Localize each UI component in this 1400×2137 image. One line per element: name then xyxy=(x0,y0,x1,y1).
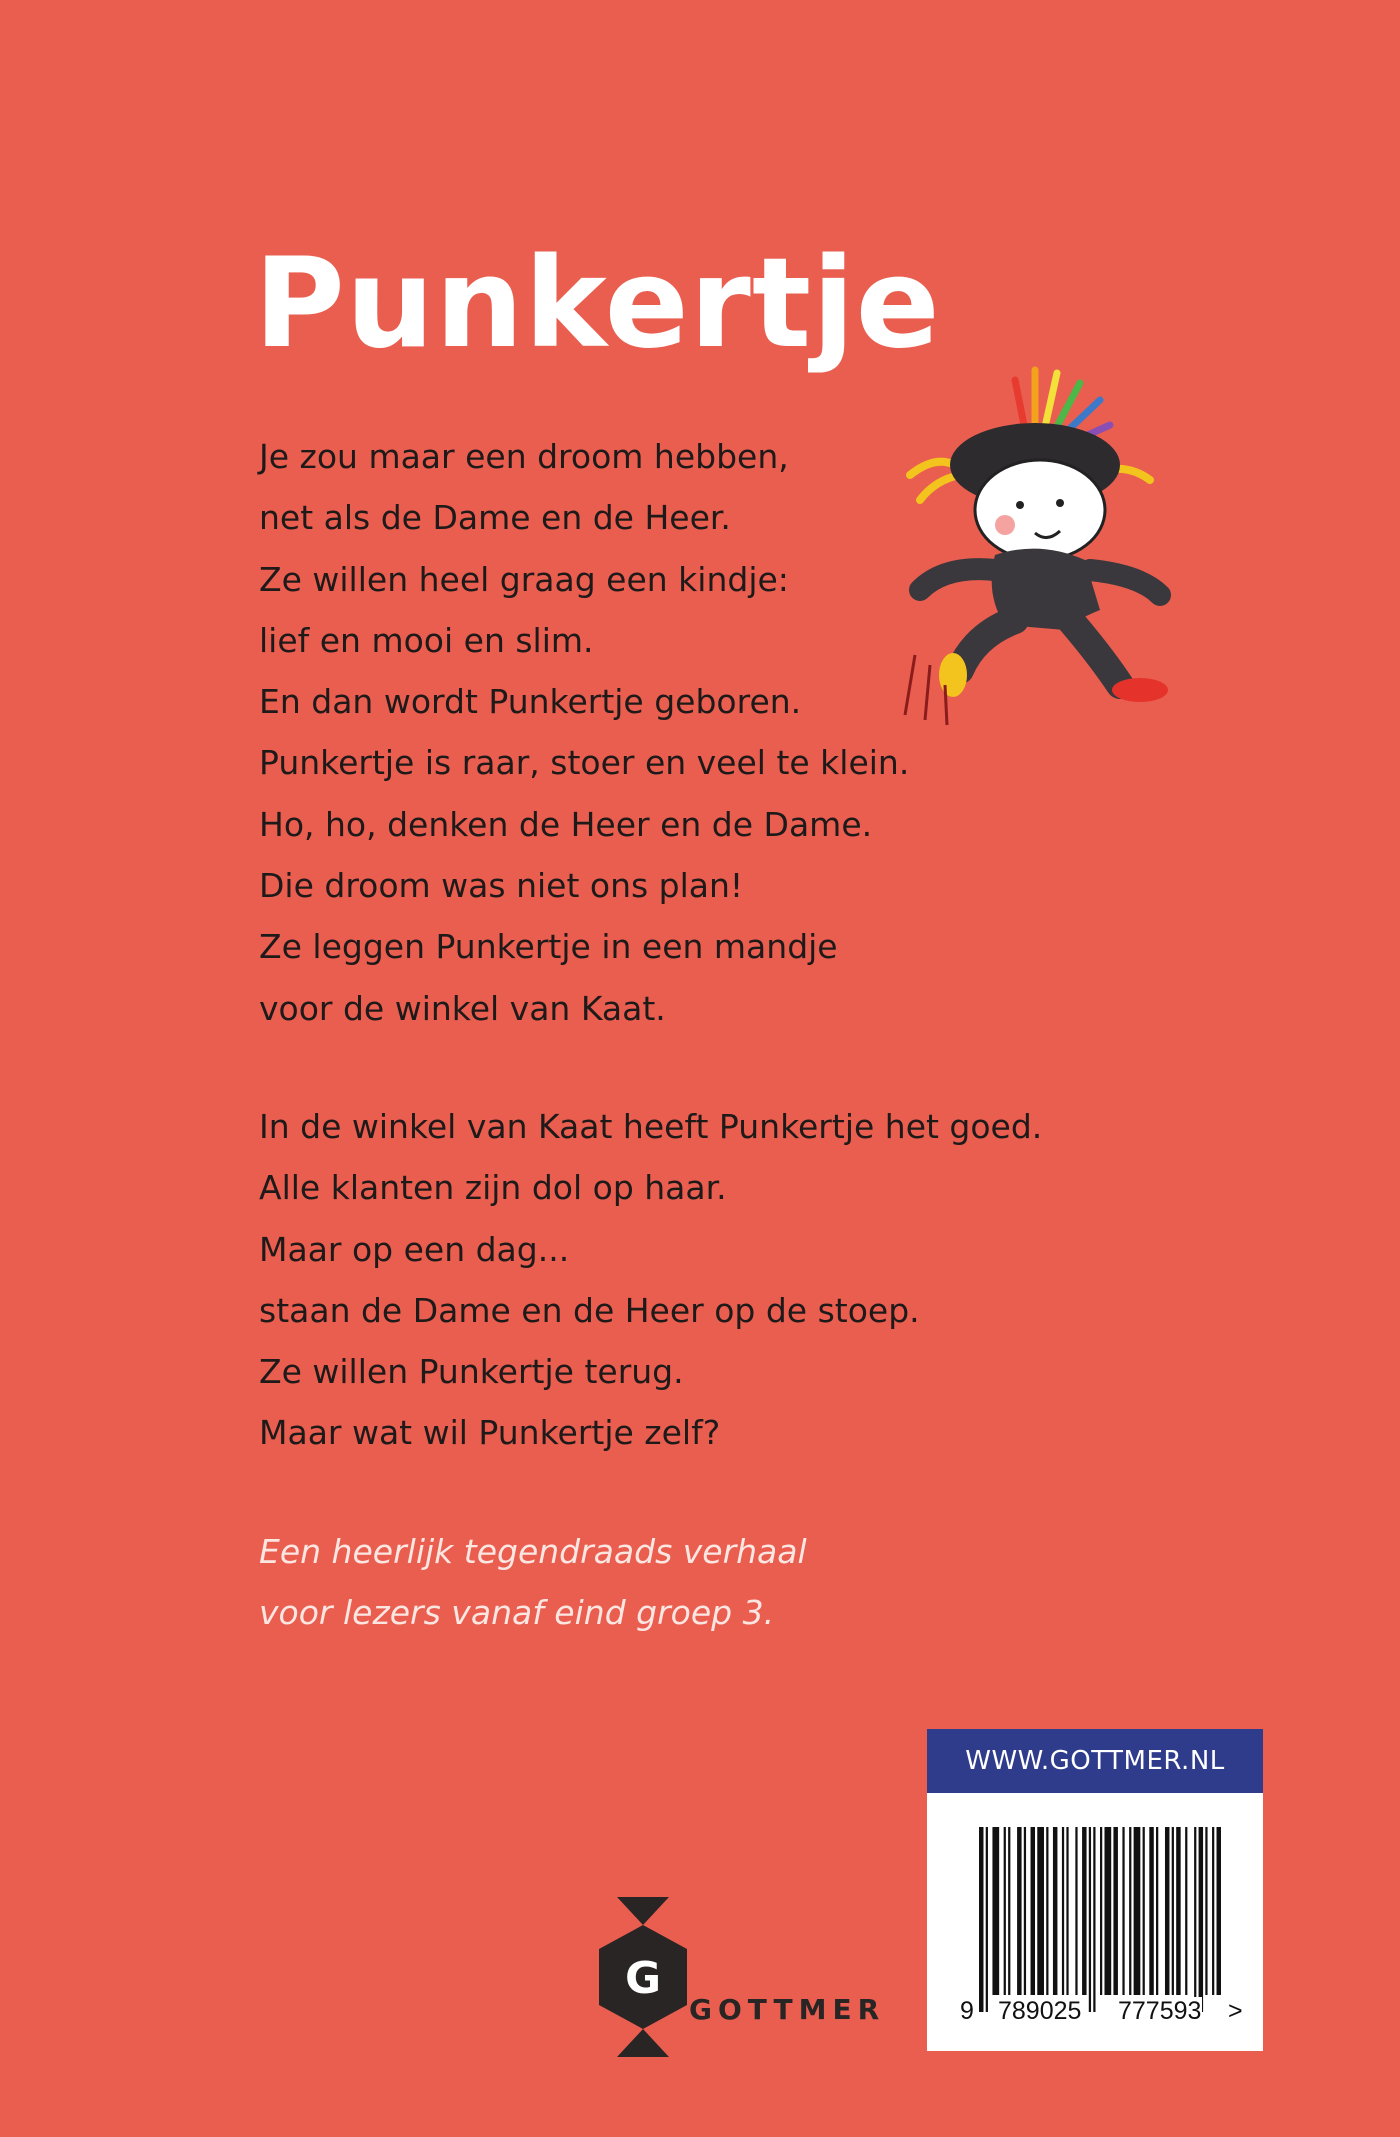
barcode-bar xyxy=(1062,1827,1064,1995)
punk-child-illustration xyxy=(875,355,1215,730)
barcode-bar xyxy=(1134,1827,1141,1995)
isbn-right-digits: 777593 xyxy=(1118,1997,1202,2025)
barcode-bar xyxy=(1143,1827,1145,1995)
barcode-bar xyxy=(1031,1827,1035,1995)
tagline-line: Een heerlijk tegendraads verhaal xyxy=(259,1532,807,1571)
isbn-first-digit: 9 xyxy=(960,1997,974,2025)
blurb-line: In de winkel van Kaat heeft Punkertje het goed. xyxy=(259,1107,1043,1146)
barcode-bar xyxy=(1004,1827,1006,1995)
barcode-bar xyxy=(1046,1827,1048,1995)
barcode-bar xyxy=(1176,1827,1180,1995)
barcode-bar xyxy=(1093,1827,1095,2012)
barcode-bar xyxy=(1129,1827,1131,1995)
blurb-line: staan de Dame en de Heer op de stoep. xyxy=(259,1290,920,1330)
barcode-bar xyxy=(1104,1827,1111,1995)
blurb-paragraph-2 xyxy=(259,1096,1042,1464)
barcode-bar xyxy=(1172,1827,1174,1995)
blurb-line: Ze willen Punkertje terug. xyxy=(259,1352,684,1392)
barcode-bar xyxy=(1024,1827,1026,1995)
barcode-bar xyxy=(1100,1827,1102,1995)
barcode-bar xyxy=(1217,1827,1221,1995)
publisher-name: GOTTMER xyxy=(689,1993,886,2026)
barcode-bar xyxy=(1066,1827,1068,1995)
blurb-line: Punkertje is raar, stoer en veel te klein. xyxy=(259,743,910,783)
barcode-bar xyxy=(979,1827,983,2012)
barcode-bar xyxy=(1156,1827,1158,1995)
barcode-bar xyxy=(992,1827,999,1995)
barcode-bar xyxy=(1165,1827,1169,1995)
barcode-bar xyxy=(1082,1827,1086,1995)
blurb-line: Ze willen heel graag een kindje: xyxy=(259,559,789,599)
barcode-bar xyxy=(1194,1827,1196,2012)
publisher-website: WWW.GOTTMER.NL xyxy=(927,1729,1263,1793)
tagline-line: voor lezers vanaf eind groep 3. xyxy=(259,1593,775,1633)
blurb-line: En dan wordt Punkertje geboren. xyxy=(259,682,802,722)
gottmer-logo-icon xyxy=(597,1897,689,2057)
blurb-line: Ze leggen Punkertje in een mandje xyxy=(259,927,838,967)
barcode-arrow: > xyxy=(1228,1997,1243,2025)
barcode-bar xyxy=(986,1827,988,2012)
blurb-line: lief en mooi en slim. xyxy=(259,620,594,660)
barcode-bar xyxy=(1053,1827,1057,1995)
barcode-bar xyxy=(1113,1827,1117,1995)
blurb-line: Je zou maar een droom hebben, xyxy=(259,437,789,476)
blurb-line: Ho, ho, denken de Heer en de Dame. xyxy=(259,804,873,844)
barcode-bars xyxy=(979,1827,1221,2012)
blurb-line: Die droom was niet ons plan! xyxy=(259,866,744,906)
barcode-bar xyxy=(1075,1827,1077,1995)
barcode-bar xyxy=(1149,1827,1153,1995)
isbn-left-digits: 789025 xyxy=(998,1997,1082,2025)
barcode-bar xyxy=(1122,1827,1124,1995)
barcode-bar xyxy=(1205,1827,1207,1995)
logo-letter: G xyxy=(624,1953,662,2004)
blurb-line: Maar op een dag... xyxy=(259,1229,570,1269)
tagline xyxy=(259,1521,807,1644)
blurb-line: Alle klanten zijn dol op haar. xyxy=(259,1168,727,1208)
barcode-bar xyxy=(1017,1827,1021,1995)
blurb-line: net als de Dame en de Heer. xyxy=(259,498,731,538)
barcode-box xyxy=(927,1729,1263,2051)
barcode-bar xyxy=(1008,1827,1010,1995)
blurb-line: voor de winkel van Kaat. xyxy=(259,988,666,1028)
blurb-line: Maar wat wil Punkertje zelf? xyxy=(259,1413,721,1453)
barcode-bar xyxy=(1089,1827,1091,2012)
barcode-bar xyxy=(1212,1827,1214,1995)
blurb-paragraph-1 xyxy=(259,426,909,1039)
barcode-bar xyxy=(1199,1827,1203,2012)
barcode-bar xyxy=(1185,1827,1187,1995)
barcode-bar xyxy=(1037,1827,1044,1995)
book-title: Punkertje xyxy=(254,232,941,376)
